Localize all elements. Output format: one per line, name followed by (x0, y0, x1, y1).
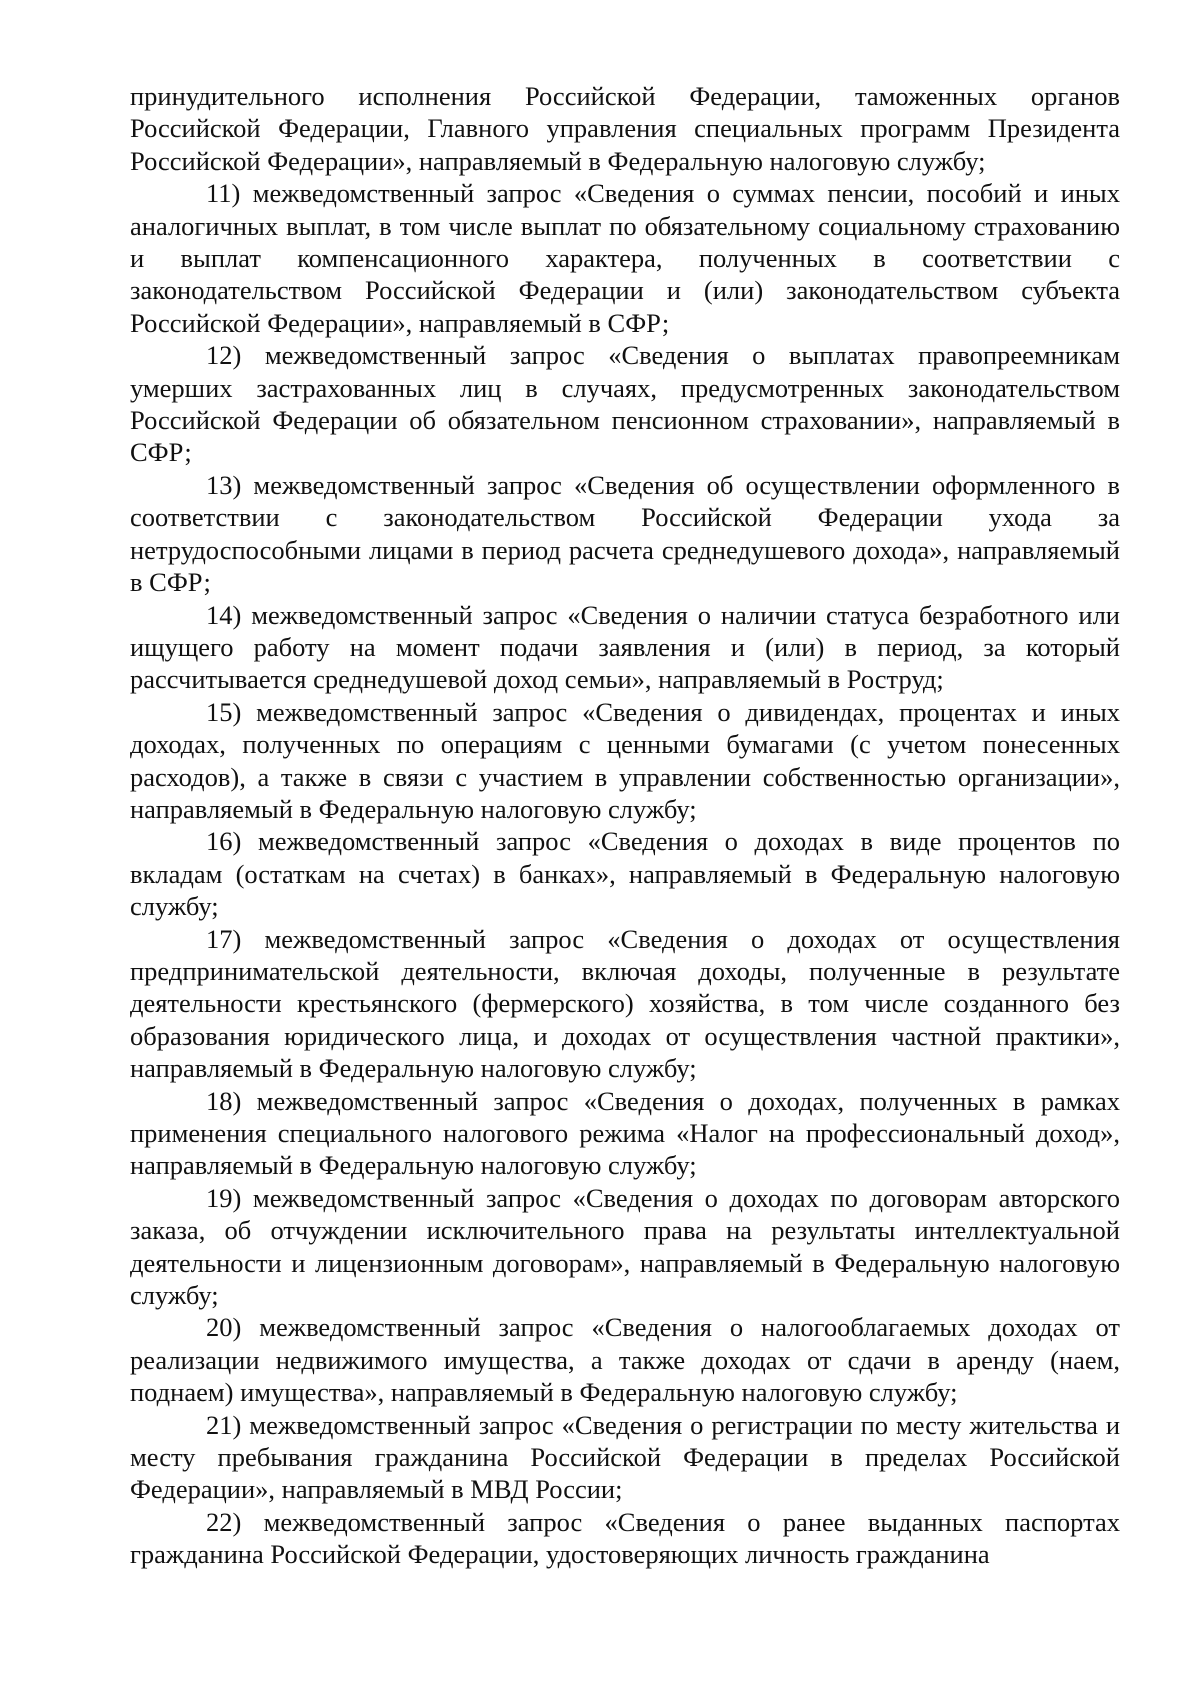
list-item-22: 22) межведомственный запрос «Сведения о ранее выданных паспортах гражданина Российской Федерации, удостоверяющих личность гражданина (130, 1506, 1120, 1570)
list-item-11: 11) межведомственный запрос «Сведения о суммах пенсии, пособий и иных аналогичных выплат, в том числе выплат по обязательному социальному страхованию и выплат компенсационного характера, полученных в соответствии с законодательством Российской Федерации и (или) законодательством субъекта Российской Федерации», направляемый в СФР; (130, 178, 1120, 338)
list-item-21: 21) межведомственный запрос «Сведения о регистрации по месту жительства и месту пребывания гражданина Российской Федерации в пределах Российской Федерации», направляемый в МВД России; (130, 1409, 1120, 1505)
list-item-12: 12) межведомственный запрос «Сведения о выплатах правопреемникам умерших застрахованных лиц в случаях, предусмотренных законодательством Российской Федерации об обязательном пенсионном страховании», направляемый в СФР; (130, 340, 1120, 468)
list-item-13: 13) межведомственный запрос «Сведения об осуществлении оформленного в соответствии с законодательством Российской Федерации ухода за нетрудоспособными лицами в период расчета среднедушевого дохода», направляемый в СФР; (130, 469, 1120, 598)
document-body (130, 80, 1120, 1571)
list-item-17: 17) межведомственный запрос «Сведения о доходах от осуществления предпринимательской деятельности, включая доходы, полученные в результате деятельности крестьянского (фермерского) хозяйства, в том числе созданного без образования юридического лица, и доходах от осуществления частной практики», направляемый в Федеральную налоговую службу; (130, 923, 1120, 1084)
list-item-16: 16) межведомственный запрос «Сведения о доходах в виде процентов по вкладам (остаткам на счетах) в банках», направляемый в Федеральную налоговую службу; (130, 826, 1120, 922)
list-item-18: 18) межведомственный запрос «Сведения о доходах, полученных в рамках применения специального налогового режима «Налог на профессиональный доход», направляемый в Федеральную налоговую службу; (130, 1085, 1120, 1181)
list-item-14: 14) межведомственный запрос «Сведения о наличии статуса безработного или ищущего работу на момент подачи заявления и (или) в период, за который рассчитывается среднедушевой доход семьи», направляемый в Роструд; (130, 599, 1120, 695)
list-item-20: 20) межведомственный запрос «Сведения о налогооблагаемых доходах от реализации недвижимого имущества, а также доходах от сдачи в аренду (наем, поднаем) имущества», направляемый в Федеральную налоговую службу; (130, 1312, 1120, 1408)
list-item-19: 19) межведомственный запрос «Сведения о доходах по договорам авторского заказа, об отчуждении исключительного права на результаты интеллектуальной деятельности и лицензионным договорам», направляемый в Федеральную налоговую службу; (130, 1182, 1120, 1311)
paragraph-continuation: принудительного исполнения Российской Федерации, таможенных органов Российской Федерации, Главного управления специальных программ Президента Российской Федерации», направляемый в Федеральную налоговую службу; (130, 81, 1120, 176)
list-item-15: 15) межведомственный запрос «Сведения о дивидендах, процентах и иных доходах, полученных по операциям с ценными бумагами (с учетом понесенных расходов), а также в связи с участием в управлении собственностью организации», направляемый в Федеральную налоговую службу; (130, 696, 1120, 824)
